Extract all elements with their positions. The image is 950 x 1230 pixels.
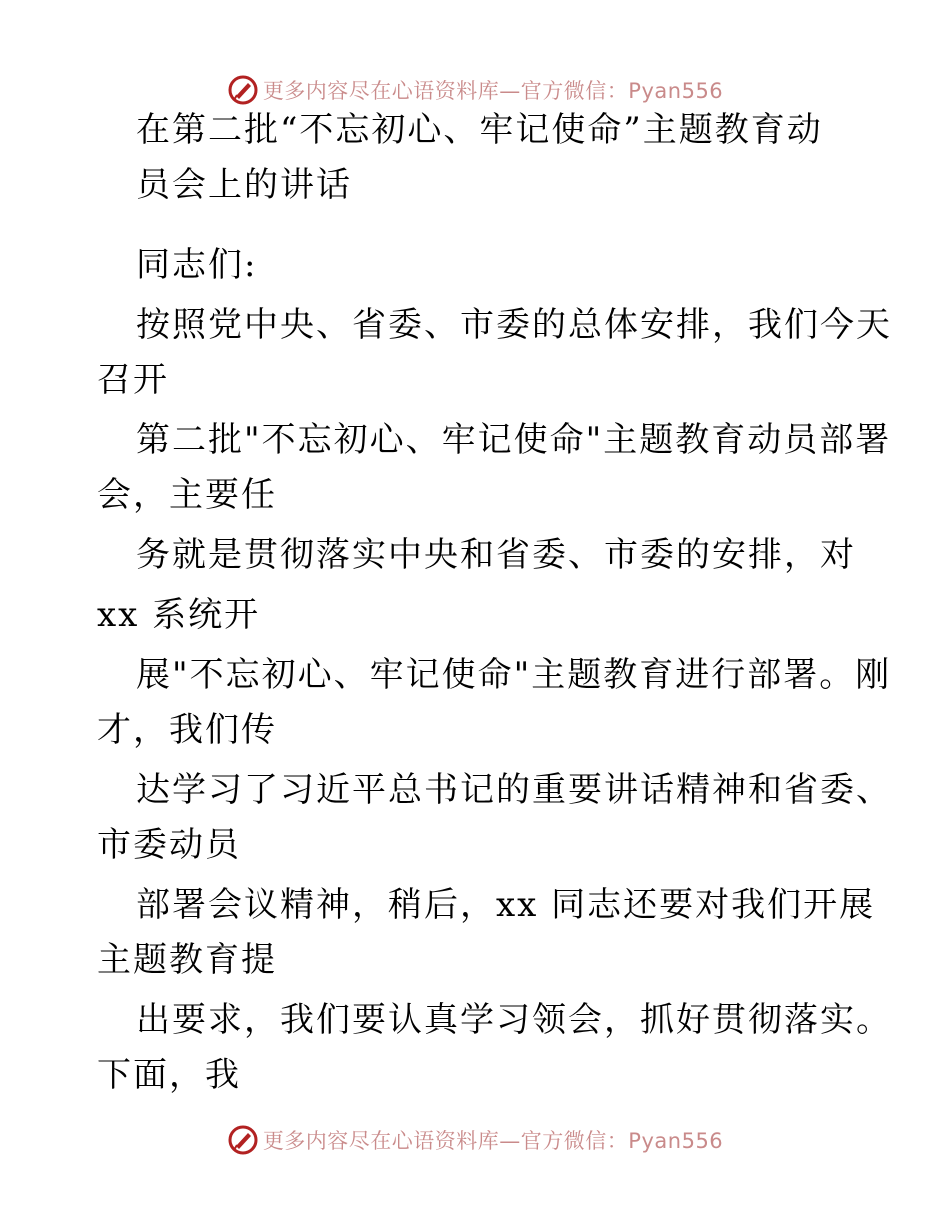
body-line: 按照党中央、省委、市委的总体安排，我们今天 — [136, 305, 892, 345]
header-watermark — [0, 70, 950, 110]
body-line: 出要求，我们要认真学习领会，抓好贯彻落实。 — [136, 1000, 892, 1040]
body-line: 部署会议精神，稍后，xx 同志还要对我们开展 — [136, 885, 876, 925]
body-line: 下面，我 — [97, 1055, 241, 1095]
title-line-1: 在第二批“不忘初心、牢记使命”主题教育动 — [136, 110, 823, 150]
body-line: 展"不忘初心、牢记使命"主题教育进行部署。刚 — [136, 655, 892, 695]
title-line-2: 员会上的讲话 — [136, 165, 352, 205]
body-line: 召开 — [97, 360, 169, 400]
body-line: 务就是贯彻落实中央和省委、市委的安排，对 — [136, 535, 856, 575]
watermark-text: 更多内容尽在心语资料库—官方微信：Pyan556 — [262, 1129, 724, 1153]
body-line: 达学习了习近平总书记的重要讲话精神和省委、 — [136, 770, 892, 810]
footer-watermark — [0, 1120, 950, 1160]
body-line: 主题教育提 — [97, 940, 277, 980]
salutation: 同志们: — [136, 245, 258, 285]
body-line: xx 系统开 — [97, 595, 261, 635]
body-line: 市委动员 — [97, 825, 241, 865]
body-line: 才，我们传 — [97, 710, 277, 750]
body-line: 第二批"不忘初心、牢记使命"主题教育动员部署 — [136, 420, 892, 460]
quill-logo-icon — [227, 1124, 259, 1156]
quill-logo-icon — [227, 74, 259, 106]
body-line: 会，主要任 — [97, 475, 277, 515]
watermark-text: 更多内容尽在心语资料库—官方微信：Pyan556 — [262, 79, 724, 103]
